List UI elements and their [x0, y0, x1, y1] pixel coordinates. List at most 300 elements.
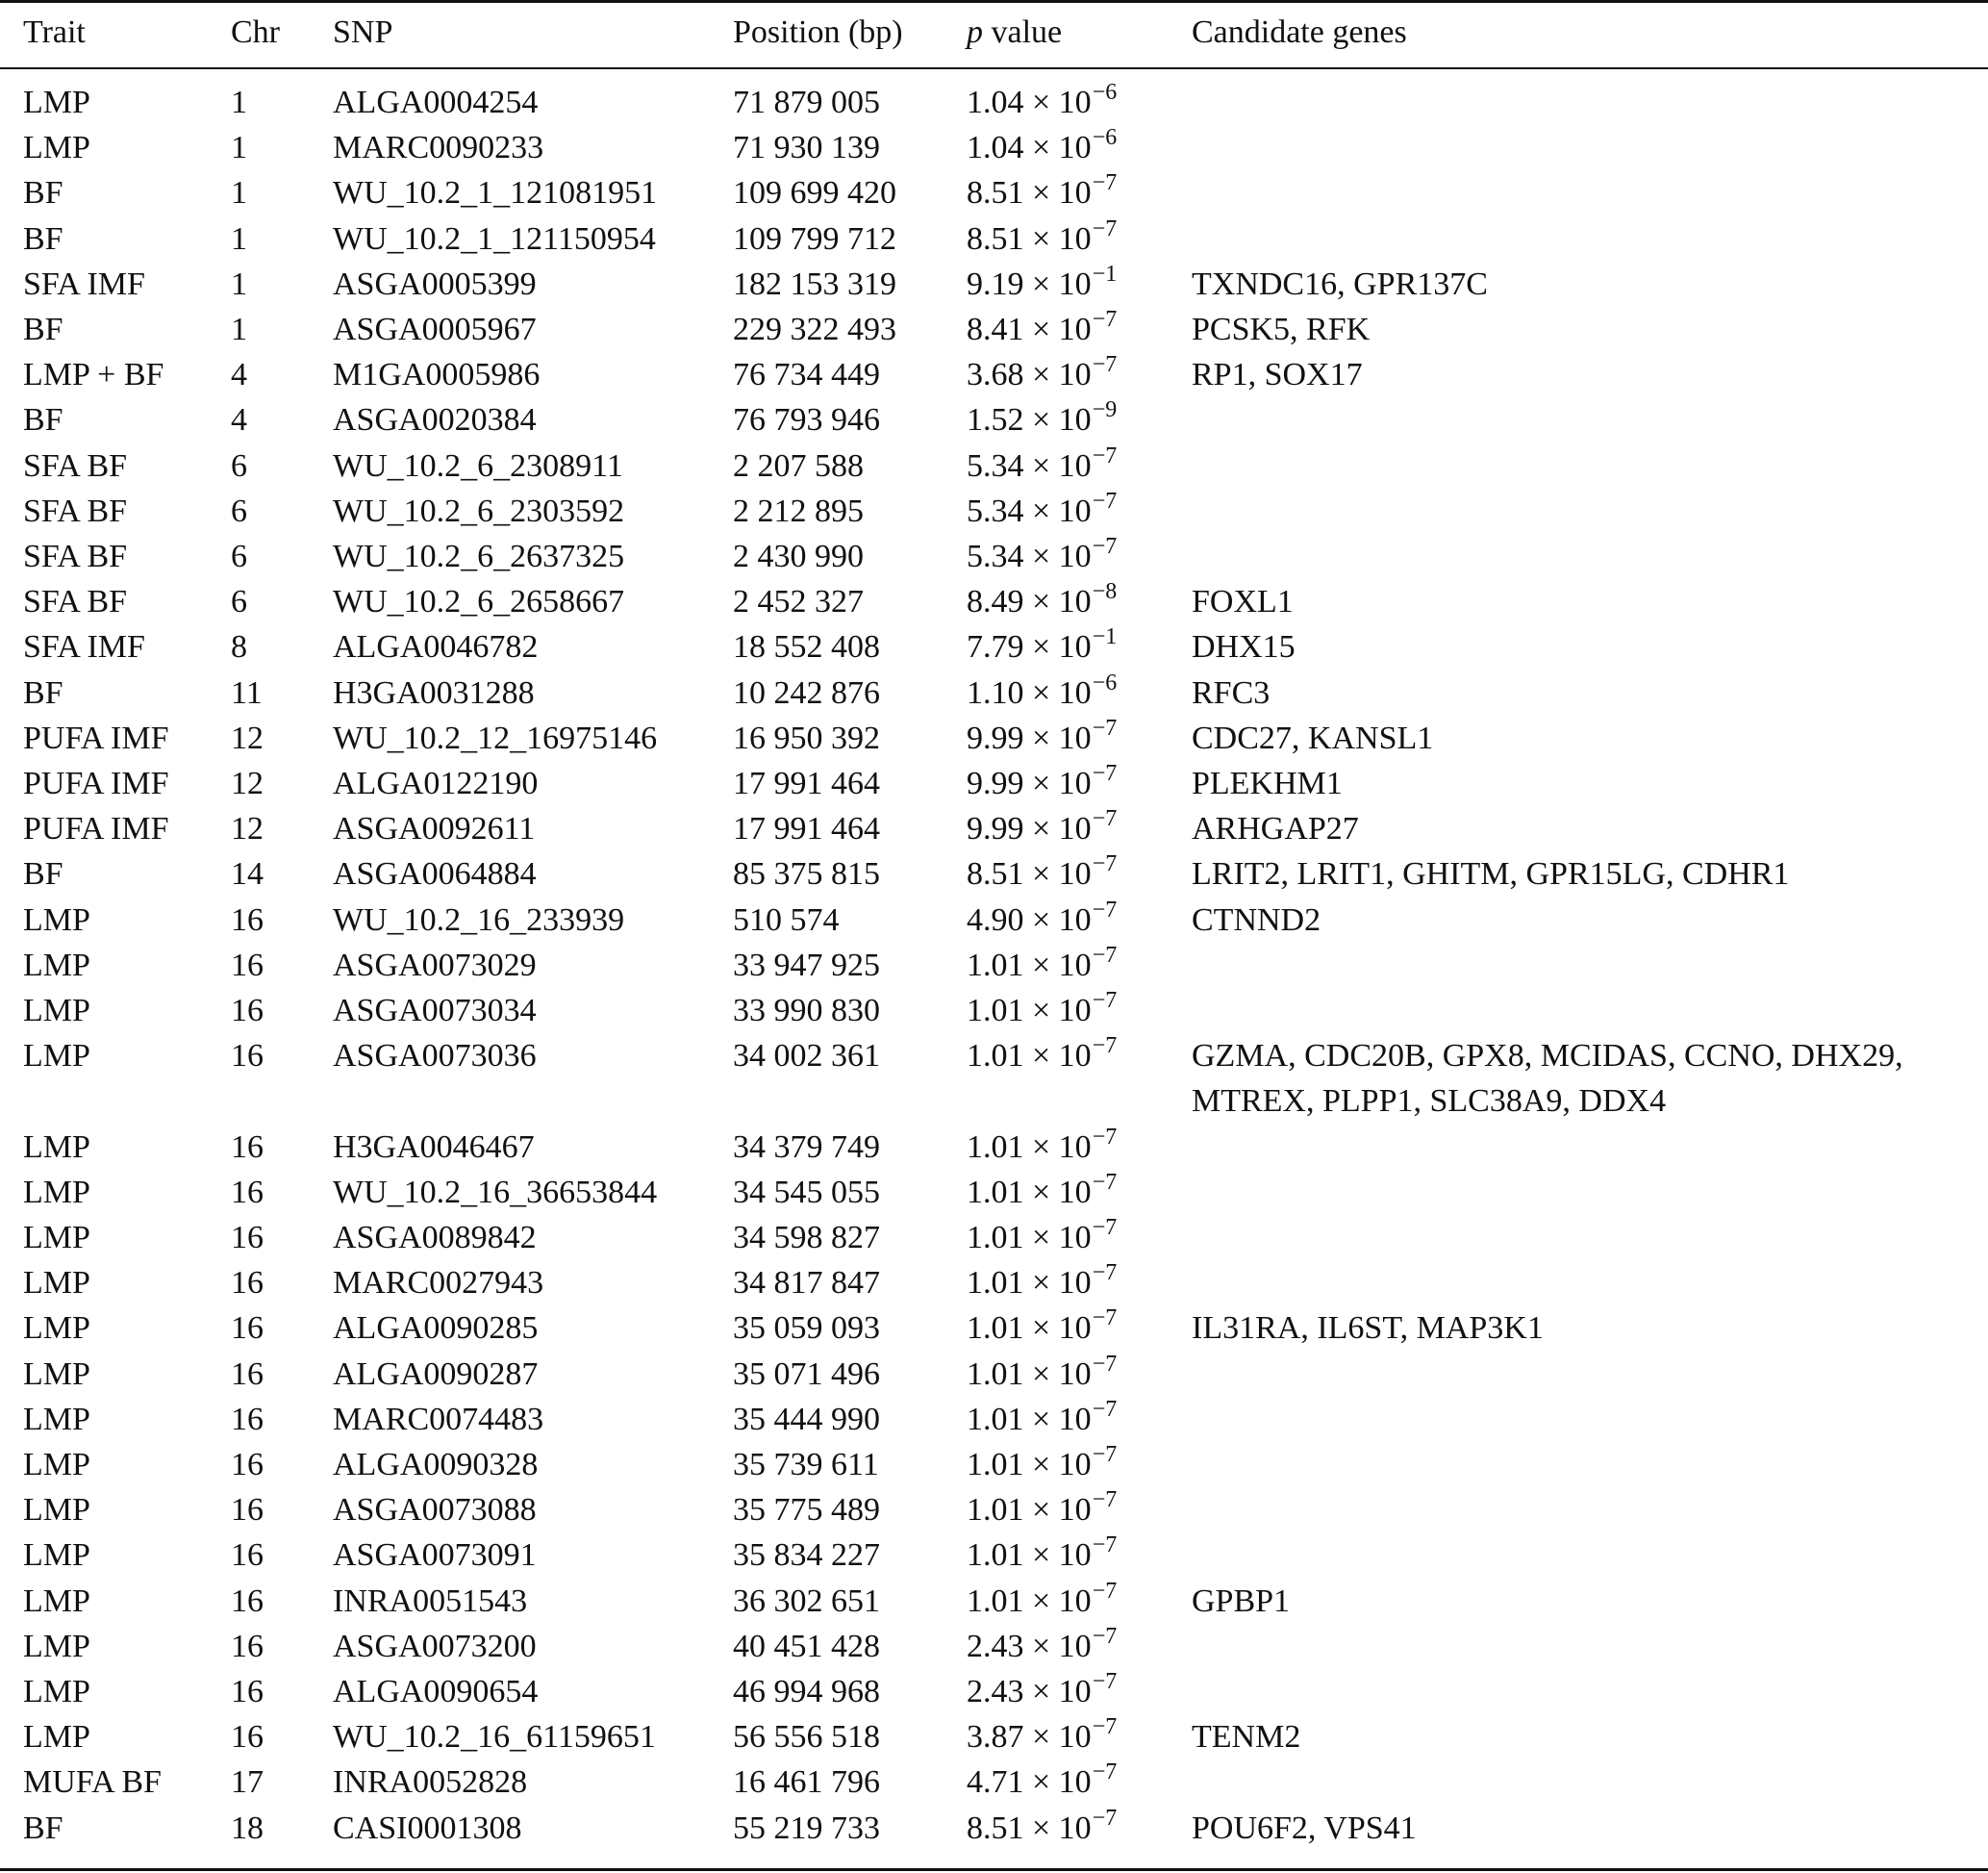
cell-trait: SFA BF — [23, 539, 128, 574]
cell-trait: LMP — [23, 993, 90, 1028]
cell-candidate-genes — [1192, 851, 1789, 897]
p-value-mantissa: 1.04 × 10 — [967, 85, 1092, 120]
cell-trait: LMP — [23, 1674, 90, 1709]
cell-chr: 1 — [231, 266, 247, 302]
cell-snp: WU_10.2_1_121081951 — [333, 175, 658, 212]
cell-trait: LMP — [23, 1582, 90, 1619]
cell-p-value — [967, 716, 1117, 765]
cell-candidate-genes — [1192, 1033, 1903, 1124]
table-row — [0, 761, 1988, 806]
p-value-mantissa: 8.51 × 10 — [967, 175, 1092, 212]
cell-p-value — [967, 624, 1117, 673]
cell-chr: 16 — [231, 1719, 264, 1756]
cell-p-value — [967, 1624, 1117, 1673]
cell-trait: BF — [23, 175, 63, 212]
table-row — [0, 851, 1988, 897]
cell-position: 109 699 420 — [733, 175, 896, 212]
cell-chr: 16 — [231, 1174, 264, 1210]
header-p-value — [967, 9, 1062, 57]
cell-position: 10 242 876 — [733, 674, 880, 711]
cell-p-value — [967, 851, 1117, 900]
cell-p-value — [967, 1125, 1117, 1174]
cell-chr: 17 — [231, 1764, 264, 1801]
p-value-mantissa: 4.71 × 10 — [967, 1764, 1092, 1801]
cell-trait: BF — [23, 674, 63, 711]
cell-chr: 16 — [231, 1220, 264, 1255]
p-value-mantissa: 1.01 × 10 — [967, 947, 1092, 983]
table-row — [0, 443, 1988, 489]
p-value-mantissa: 1.01 × 10 — [967, 1582, 1092, 1619]
cell-chr: 6 — [231, 584, 247, 620]
p-value-exponent: −7 — [1092, 1623, 1118, 1649]
p-value-exponent: −7 — [1092, 1442, 1118, 1467]
p-value-mantissa: 8.51 × 10 — [967, 220, 1092, 257]
p-value-mantissa: 1.01 × 10 — [967, 1401, 1092, 1437]
cell-position: 35 834 227 — [733, 1537, 880, 1574]
cell-p-value — [967, 1759, 1117, 1809]
cell-chr: 1 — [231, 312, 247, 347]
header-trait: Trait — [23, 14, 86, 50]
cell-candidate-genes — [1192, 262, 1488, 307]
p-value-exponent: −7 — [1092, 1759, 1118, 1785]
cell-trait: LMP — [23, 901, 90, 938]
cell-p-value — [967, 262, 1117, 311]
cell-trait: LMP — [23, 1355, 90, 1392]
cell-p-value — [967, 1260, 1117, 1309]
cell-trait: LMP + BF — [23, 357, 164, 393]
cell-position: 229 322 493 — [733, 312, 896, 347]
cell-chr: 16 — [231, 901, 264, 938]
cell-position: 34 598 827 — [733, 1220, 880, 1255]
cell-trait: LMP — [23, 1719, 90, 1756]
cell-trait: LMP — [23, 1401, 90, 1437]
p-value-mantissa: 3.87 × 10 — [967, 1719, 1092, 1756]
cell-trait: LMP — [23, 1310, 90, 1347]
cell-snp: ALGA0090285 — [333, 1310, 539, 1347]
p-value-mantissa: 1.10 × 10 — [967, 674, 1092, 711]
cell-p-value — [967, 1215, 1117, 1264]
cell-chr: 11 — [231, 674, 263, 711]
p-value-exponent: −6 — [1092, 670, 1118, 696]
cell-p-value — [967, 534, 1117, 583]
table-row — [0, 1759, 1988, 1805]
cell-candidate-genes — [1192, 624, 1296, 670]
cell-snp: ASGA0073200 — [333, 1628, 537, 1664]
cell-trait: LMP — [23, 1265, 90, 1302]
cell-chr: 6 — [231, 447, 247, 484]
cell-position: 35 071 496 — [733, 1355, 880, 1392]
cell-snp: WU_10.2_16_61159651 — [333, 1719, 656, 1756]
cell-trait: LMP — [23, 947, 90, 983]
cell-snp: CASI0001308 — [333, 1810, 522, 1846]
table-row — [0, 489, 1988, 534]
table-row — [0, 1532, 1988, 1578]
cell-chr: 4 — [231, 402, 247, 439]
cell-chr: 4 — [231, 357, 247, 393]
candidate-genes-line: GPBP1 — [1192, 1582, 1291, 1619]
header-chr: Chr — [231, 14, 280, 50]
p-value-mantissa: 1.01 × 10 — [967, 1220, 1092, 1255]
cell-chr: 16 — [231, 1492, 264, 1529]
cell-snp: ASGA0073091 — [333, 1537, 537, 1574]
cell-position: 40 451 428 — [733, 1628, 880, 1664]
p-value-mantissa: 1.01 × 10 — [967, 1038, 1092, 1075]
table-row — [0, 216, 1988, 262]
p-value-exponent: −6 — [1092, 80, 1118, 105]
cell-snp: ALGA0004254 — [333, 85, 539, 120]
p-value-mantissa: 1.01 × 10 — [967, 1265, 1092, 1302]
cell-snp: ALGA0122190 — [333, 766, 539, 801]
candidate-genes-line: TENM2 — [1192, 1719, 1301, 1756]
cell-trait: SFA IMF — [23, 266, 145, 302]
table-row — [0, 1669, 1988, 1714]
p-value-mantissa: 1.01 × 10 — [967, 993, 1092, 1028]
p-value-exponent: −7 — [1092, 1805, 1118, 1831]
cell-chr: 8 — [231, 629, 247, 666]
p-value-exponent: −7 — [1092, 761, 1118, 786]
cell-p-value — [967, 80, 1117, 129]
header-p-rest: value — [983, 14, 1063, 50]
cell-chr: 16 — [231, 1447, 264, 1482]
cell-snp: MARC0090233 — [333, 130, 544, 166]
cell-snp: ASGA0073029 — [333, 947, 537, 983]
cell-snp: WU_10.2_12_16975146 — [333, 720, 658, 756]
cell-position: 16 950 392 — [733, 720, 880, 756]
cell-snp: WU_10.2_16_36653844 — [333, 1174, 658, 1210]
cell-snp: M1GA0005986 — [333, 357, 541, 393]
p-value-mantissa: 1.01 × 10 — [967, 1492, 1092, 1529]
cell-chr: 18 — [231, 1810, 264, 1846]
table-row — [0, 1305, 1988, 1351]
p-value-exponent: −7 — [1092, 1532, 1118, 1558]
cell-position: 34 817 847 — [733, 1265, 880, 1302]
p-value-mantissa: 9.99 × 10 — [967, 720, 1092, 756]
cell-position: 2 212 895 — [733, 493, 864, 529]
cell-trait: PUFA IMF — [23, 811, 169, 848]
cell-p-value — [967, 443, 1117, 493]
cell-p-value — [967, 806, 1117, 855]
p-value-mantissa: 2.43 × 10 — [967, 1628, 1092, 1664]
cell-snp: ALGA0046782 — [333, 629, 539, 666]
cell-chr: 16 — [231, 1537, 264, 1574]
table-row — [0, 307, 1988, 352]
p-value-exponent: −7 — [1092, 1215, 1118, 1240]
p-value-exponent: −7 — [1092, 488, 1118, 514]
table-row — [0, 397, 1988, 443]
cell-position: 510 574 — [733, 901, 840, 938]
cell-snp: ASGA0073034 — [333, 993, 537, 1028]
p-value-exponent: −8 — [1092, 579, 1118, 605]
p-value-mantissa: 4.90 × 10 — [967, 901, 1092, 938]
p-value-mantissa: 8.41 × 10 — [967, 312, 1092, 347]
cell-p-value — [967, 579, 1117, 628]
cell-p-value — [967, 170, 1117, 219]
cell-chr: 16 — [231, 1265, 264, 1302]
cell-snp: ASGA0020384 — [333, 402, 537, 439]
p-value-mantissa: 8.51 × 10 — [967, 856, 1092, 893]
p-value-exponent: −7 — [1092, 1714, 1118, 1740]
cell-p-value — [967, 489, 1117, 538]
cell-p-value — [967, 1033, 1117, 1082]
cell-position: 18 552 408 — [733, 629, 880, 666]
cell-trait: SFA BF — [23, 447, 128, 484]
cell-p-value — [967, 216, 1117, 266]
cell-snp: WU_10.2_6_2637325 — [333, 539, 625, 574]
p-value-exponent: −7 — [1092, 534, 1118, 559]
cell-chr: 1 — [231, 220, 247, 257]
cell-p-value — [967, 943, 1117, 992]
table-row — [0, 988, 1988, 1033]
cell-snp: H3GA0046467 — [333, 1128, 535, 1165]
cell-candidate-genes — [1192, 716, 1433, 761]
p-value-exponent: −7 — [1092, 1033, 1118, 1059]
p-value-exponent: −7 — [1092, 988, 1118, 1013]
table-row — [0, 1215, 1988, 1260]
cell-trait: LMP — [23, 1492, 90, 1529]
candidate-genes-line: MTREX, PLPP1, SLC38A9, DDX4 — [1192, 1083, 1667, 1120]
p-value-exponent: −7 — [1092, 1396, 1118, 1422]
table-row — [0, 579, 1988, 624]
p-value-exponent: −7 — [1092, 806, 1118, 832]
cell-trait: SFA BF — [23, 584, 128, 620]
p-value-exponent: −1 — [1092, 261, 1118, 287]
table-row — [0, 1352, 1988, 1397]
p-value-mantissa: 1.52 × 10 — [967, 402, 1092, 439]
cell-candidate-genes — [1192, 898, 1321, 943]
cell-p-value — [967, 1806, 1117, 1855]
candidate-genes-line: CDC27, KANSL1 — [1192, 720, 1434, 756]
cell-trait: PUFA IMF — [23, 766, 169, 801]
table-row — [0, 352, 1988, 397]
cell-trait: LMP — [23, 1038, 90, 1075]
candidate-genes-line: TXNDC16, GPR137C — [1192, 266, 1488, 302]
cell-position: 36 302 651 — [733, 1582, 880, 1619]
table-row — [0, 125, 1988, 170]
p-value-exponent: −7 — [1092, 215, 1118, 241]
table-row — [0, 1170, 1988, 1215]
cell-candidate-genes — [1192, 579, 1294, 624]
cell-snp: ALGA0090287 — [333, 1355, 539, 1392]
cell-p-value — [967, 1397, 1117, 1446]
cell-position: 34 379 749 — [733, 1128, 880, 1165]
cell-p-value — [967, 1714, 1117, 1763]
cell-position: 33 947 925 — [733, 947, 880, 983]
table-row — [0, 1033, 1988, 1124]
cell-candidate-genes — [1192, 307, 1370, 352]
cell-trait: SFA IMF — [23, 629, 145, 666]
cell-position: 109 799 712 — [733, 220, 896, 257]
p-value-mantissa: 8.49 × 10 — [967, 584, 1092, 620]
cell-trait: LMP — [23, 1174, 90, 1210]
cell-position: 35 739 611 — [733, 1447, 879, 1482]
table-row — [0, 1714, 1988, 1759]
cell-snp: ASGA0073088 — [333, 1492, 537, 1529]
cell-p-value — [967, 671, 1117, 720]
table-row — [0, 898, 1988, 943]
cell-p-value — [967, 898, 1117, 947]
cell-p-value — [967, 352, 1117, 401]
cell-snp: INRA0052828 — [333, 1764, 528, 1801]
p-value-exponent: −7 — [1092, 352, 1118, 378]
p-value-exponent: −7 — [1092, 1169, 1118, 1195]
p-value-exponent: −7 — [1092, 1578, 1118, 1604]
cell-snp: ASGA0092611 — [333, 811, 536, 848]
cell-candidate-genes — [1192, 806, 1359, 851]
p-value-mantissa: 9.19 × 10 — [967, 266, 1092, 302]
cell-chr: 1 — [231, 85, 247, 120]
cell-trait: BF — [23, 402, 63, 439]
cell-trait: LMP — [23, 130, 90, 166]
cell-snp: INRA0051543 — [333, 1582, 528, 1619]
cell-trait: LMP — [23, 85, 90, 120]
cell-chr: 16 — [231, 1038, 264, 1075]
cell-trait: PUFA IMF — [23, 720, 169, 756]
cell-trait: LMP — [23, 1220, 90, 1255]
candidate-genes-line: POU6F2, VPS41 — [1192, 1810, 1417, 1846]
p-value-mantissa: 9.99 × 10 — [967, 811, 1092, 848]
cell-chr: 16 — [231, 1401, 264, 1437]
cell-position: 33 990 830 — [733, 993, 880, 1028]
p-value-mantissa: 1.01 × 10 — [967, 1355, 1092, 1392]
cell-chr: 12 — [231, 811, 264, 848]
table-row — [0, 716, 1988, 761]
cell-position: 2 207 588 — [733, 447, 864, 484]
cell-position: 76 734 449 — [733, 357, 880, 393]
table-row — [0, 624, 1988, 670]
cell-position: 35 444 990 — [733, 1401, 880, 1437]
cell-snp: ASGA0089842 — [333, 1220, 537, 1255]
cell-p-value — [967, 1170, 1117, 1219]
cell-trait: BF — [23, 220, 63, 257]
p-value-exponent: −7 — [1092, 443, 1118, 468]
cell-p-value — [967, 1352, 1117, 1401]
cell-candidate-genes — [1192, 761, 1343, 806]
cell-position: 34 545 055 — [733, 1174, 880, 1210]
cell-position: 17 991 464 — [733, 766, 880, 801]
cell-trait: LMP — [23, 1537, 90, 1574]
cell-position: 56 556 518 — [733, 1719, 880, 1756]
p-value-mantissa: 1.01 × 10 — [967, 1537, 1092, 1574]
cell-snp: H3GA0031288 — [333, 674, 535, 711]
table-row — [0, 1442, 1988, 1487]
table-row — [0, 1397, 1988, 1442]
header-candidate-genes: Candidate genes — [1192, 14, 1407, 50]
table-row — [0, 170, 1988, 215]
cell-position: 85 375 815 — [733, 856, 880, 893]
cell-snp: WU_10.2_6_2308911 — [333, 447, 623, 484]
cell-chr: 16 — [231, 1628, 264, 1664]
candidate-genes-line: LRIT2, LRIT1, GHITM, GPR15LG, CDHR1 — [1192, 856, 1790, 893]
cell-position: 16 461 796 — [733, 1764, 880, 1801]
cell-p-value — [967, 397, 1117, 446]
cell-snp: ASGA0064884 — [333, 856, 537, 893]
p-value-mantissa: 1.01 × 10 — [967, 1310, 1092, 1347]
candidate-genes-line: ARHGAP27 — [1192, 811, 1359, 848]
p-value-mantissa: 7.79 × 10 — [967, 629, 1092, 666]
candidate-genes-line: RFC3 — [1192, 674, 1271, 711]
cell-snp: ASGA0005399 — [333, 266, 537, 302]
cell-trait: MUFA BF — [23, 1764, 162, 1801]
table-row — [0, 80, 1988, 125]
table-bottom-rule — [0, 1868, 1988, 1871]
cell-chr: 6 — [231, 493, 247, 529]
p-value-mantissa: 9.99 × 10 — [967, 766, 1092, 801]
p-value-exponent: −1 — [1092, 624, 1118, 650]
p-value-mantissa: 5.34 × 10 — [967, 539, 1092, 574]
p-value-mantissa: 2.43 × 10 — [967, 1674, 1092, 1709]
candidate-genes-line: RP1, SOX17 — [1192, 357, 1363, 393]
table-row — [0, 1579, 1988, 1624]
candidate-genes-line: CTNND2 — [1192, 901, 1321, 938]
candidate-genes-line: DHX15 — [1192, 629, 1296, 666]
cell-candidate-genes — [1192, 1305, 1544, 1351]
cell-position: 2 452 327 — [733, 584, 864, 620]
p-value-mantissa: 5.34 × 10 — [967, 447, 1092, 484]
cell-position: 76 793 946 — [733, 402, 880, 439]
cell-snp: ASGA0073036 — [333, 1038, 537, 1075]
candidate-genes-line: PLEKHM1 — [1192, 766, 1343, 801]
cell-p-value — [967, 988, 1117, 1037]
p-value-exponent: −9 — [1092, 397, 1118, 423]
table-header-row — [0, 9, 1988, 57]
table-header-rule — [0, 67, 1988, 69]
candidate-genes-line: IL31RA, IL6ST, MAP3K1 — [1192, 1310, 1544, 1347]
cell-chr: 1 — [231, 175, 247, 212]
cell-chr: 16 — [231, 1128, 264, 1165]
cell-chr: 12 — [231, 766, 264, 801]
table-row — [0, 806, 1988, 851]
cell-trait: LMP — [23, 1128, 90, 1165]
cell-chr: 16 — [231, 993, 264, 1028]
p-value-exponent: −7 — [1092, 170, 1118, 196]
cell-p-value — [967, 125, 1117, 174]
cell-chr: 12 — [231, 720, 264, 756]
cell-chr: 6 — [231, 539, 247, 574]
cell-position: 71 930 139 — [733, 130, 880, 166]
header-snp: SNP — [333, 14, 393, 50]
cell-position: 35 059 093 — [733, 1310, 880, 1347]
table-row — [0, 1125, 1988, 1170]
p-value-exponent: −7 — [1092, 1351, 1118, 1377]
cell-snp: ALGA0090654 — [333, 1674, 539, 1709]
candidate-genes-line: GZMA, CDC20B, GPX8, MCIDAS, CCNO, DHX29, — [1192, 1038, 1903, 1075]
p-value-exponent: −7 — [1092, 851, 1118, 877]
cell-p-value — [967, 1532, 1117, 1582]
table-row — [0, 1487, 1988, 1532]
cell-chr: 1 — [231, 130, 247, 166]
p-value-mantissa: 8.51 × 10 — [967, 1810, 1092, 1846]
cell-chr: 16 — [231, 1582, 264, 1619]
candidate-genes-line: PCSK5, RFK — [1192, 312, 1371, 347]
cell-chr: 16 — [231, 1310, 264, 1347]
cell-candidate-genes — [1192, 671, 1270, 716]
cell-p-value — [967, 761, 1117, 810]
p-value-exponent: −7 — [1092, 1124, 1118, 1150]
p-value-exponent: −7 — [1092, 1487, 1118, 1513]
p-value-exponent: −7 — [1092, 307, 1118, 332]
p-value-exponent: −7 — [1092, 897, 1118, 923]
cell-position: 34 002 361 — [733, 1038, 880, 1075]
p-value-exponent: −7 — [1092, 1260, 1118, 1286]
p-value-mantissa: 1.01 × 10 — [967, 1447, 1092, 1482]
table-row — [0, 1624, 1988, 1669]
p-value-exponent: −6 — [1092, 125, 1118, 151]
cell-trait: BF — [23, 856, 63, 893]
cell-p-value — [967, 307, 1117, 356]
cell-trait: BF — [23, 312, 63, 347]
cell-chr: 16 — [231, 1674, 264, 1709]
cell-snp: WU_10.2_6_2303592 — [333, 493, 625, 529]
